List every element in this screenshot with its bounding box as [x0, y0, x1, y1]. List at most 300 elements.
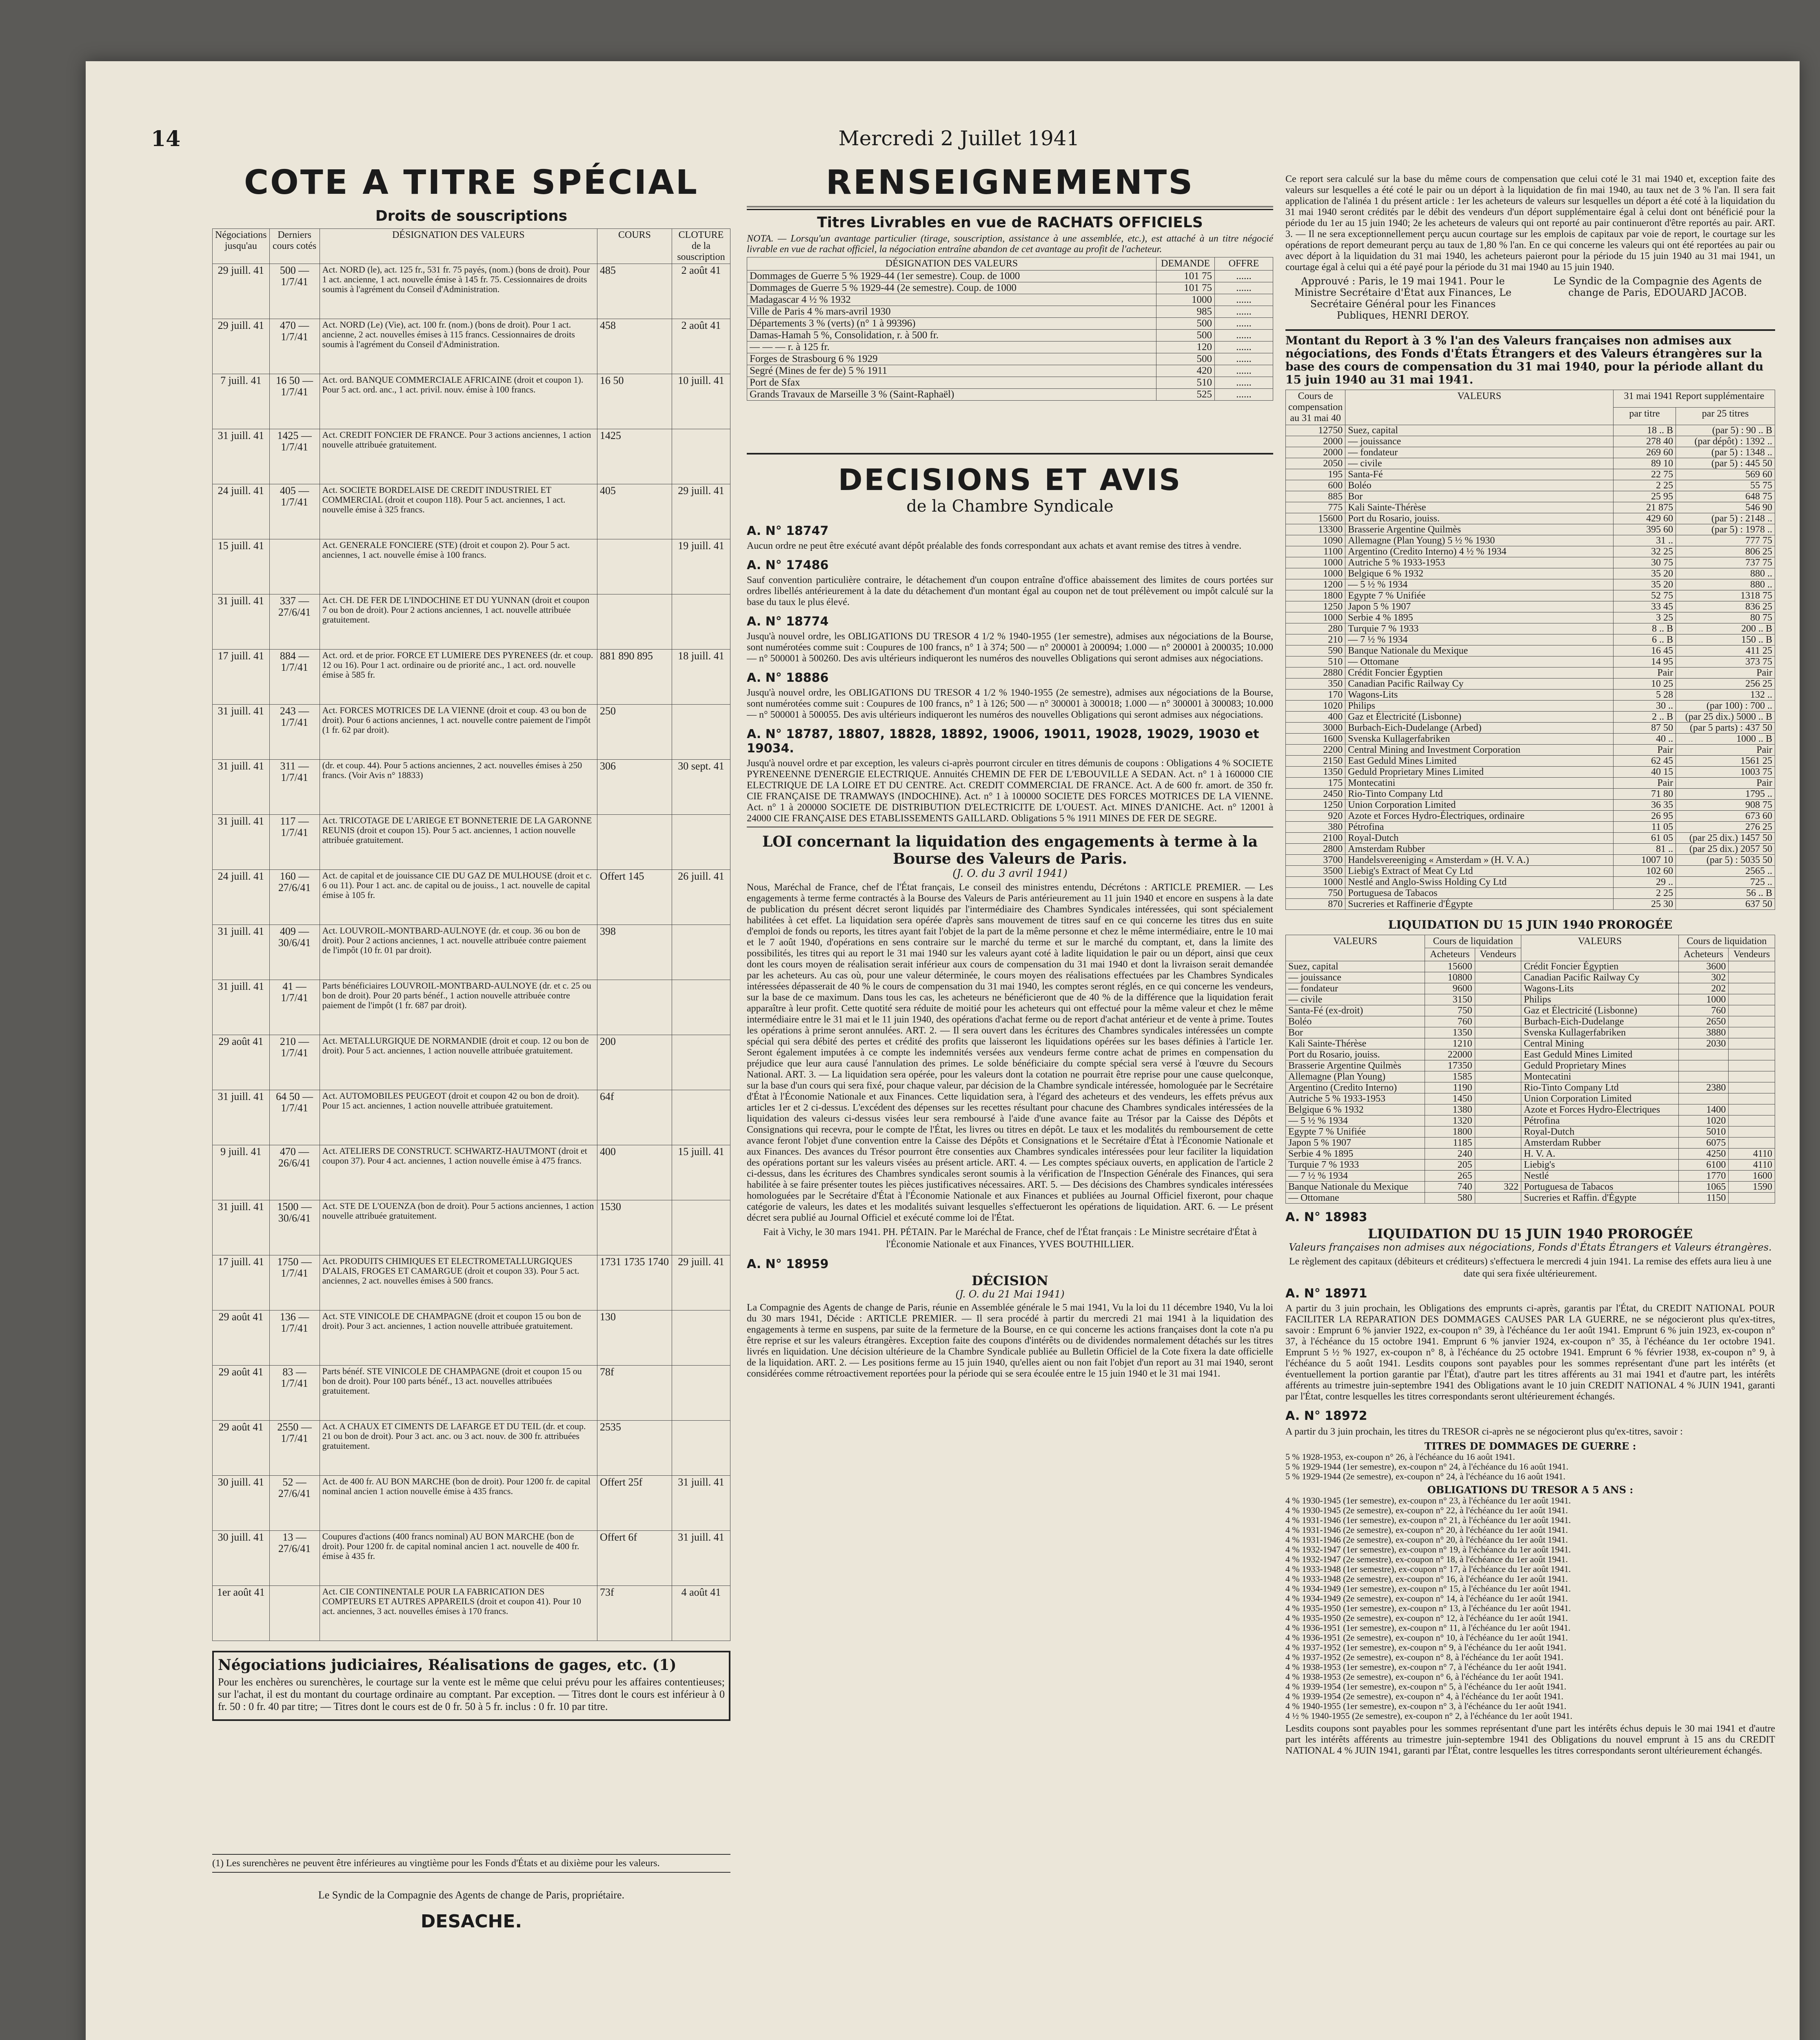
- liquidation-row: [1286, 1149, 1775, 1160]
- rachats-demande: 120: [1156, 341, 1215, 353]
- montant-row: [1286, 701, 1775, 712]
- liq-valeur: — Ottomane: [1286, 1193, 1425, 1204]
- liq-vendeurs: [1475, 1149, 1521, 1160]
- montant-par-25: (par 5) : 90 .. B: [1676, 425, 1775, 436]
- rachats-row: [747, 282, 1273, 294]
- rachats-offre: ......: [1215, 377, 1273, 389]
- montant-valeur: Burbach-Eich-Dudelange (Arbed): [1345, 723, 1614, 734]
- montant-par-titre: 40 ..: [1614, 734, 1676, 745]
- montant-valeur: Amsterdam Rubber: [1345, 844, 1614, 855]
- liq-valeur: East Geduld Mines Limited: [1521, 1049, 1678, 1060]
- montant-row: [1286, 612, 1775, 623]
- rachats-demande: 525: [1156, 389, 1215, 401]
- montant-row: [1286, 833, 1775, 844]
- cote-last: 83 — 1/7/41: [269, 1366, 320, 1421]
- cote-row: [213, 980, 730, 1035]
- cote-description: Act. ord. et de prior. FORCE ET LUMIERE DES PYRENEES (dr. et coup. 12 ou 16). Pour 1 act. ordinaire ou de priorité anc., 1 act. ord. nouvelle émise à 585 fr.: [320, 650, 597, 705]
- cote-date: 31 juill. 41: [213, 815, 270, 870]
- cote-row: [213, 484, 730, 539]
- liq-acheteurs: 1770: [1678, 1171, 1729, 1182]
- liq-vendeurs: [1475, 1104, 1521, 1115]
- liq-valeur: Pétrofina: [1521, 1115, 1678, 1126]
- liquidation-row: [1286, 1104, 1775, 1115]
- liq-acheteurs: 2650: [1678, 1016, 1729, 1027]
- montant-valeur: Handelsvereeniging « Amsterdam » (H. V. A.): [1345, 855, 1614, 866]
- montant-par-titre: 429 60: [1614, 513, 1676, 524]
- rachats-row: [747, 330, 1273, 341]
- liq-acheteurs: 5010: [1678, 1126, 1729, 1138]
- syndic-text: Le Syndic de la Compagnie des Agents de change de Paris, EDOUARD JACOB.: [1553, 275, 1762, 298]
- cote-row: [213, 1531, 730, 1586]
- report-text: Ce report sera calculé sur la base du même cours de compensation que celui coté le 31 mai 1940 et, exception faite des valeurs sur lesquelles a été coté le pair ou un déport à la liquidation de fin mai 1940, au taux net de 3 % l'an. Il sera fait application de l'alinéa 1 du présent article : 1er les acheteurs de valeurs sur lesquelles un déport a été coté à la liquidation du 31 mai 1940 seront crédités par le débit des vendeurs d'un déport supplémentaire égal à celui dont ont bénéficié pour la période du 1er au 15 juin 1940; 2e les acheteurs de valeurs qui ont reporté au pair continueront d'être reportés au pair. ART. 3. — Il ne sera exceptionnellement perçu aucun courtage sur les emplois de capitaux par voie de report, le courtage sur les opérations de report demeurant perçu au taux de 1,80 % l'an. En ce qui concerne les valeurs qui ont été reportées au pair ou avec déport à la liquidation du 31 mai 1940, les acheteurs paieront pour la période du 15 juin 1940 au 31 mai 1941, un courtage égal à celui qui a été payé pour la période du 31 mai 1940 au 15 juin 1940.: [1285, 174, 1775, 273]
- montant-cours: 2150: [1286, 756, 1345, 767]
- montant-par-titre: 6 .. B: [1614, 634, 1676, 645]
- liq-valeur: Brasserie Argentine Quilmès: [1286, 1060, 1425, 1071]
- montant-cours: 2000: [1286, 436, 1345, 447]
- montant-valeur: Sucreries et Raffinerie d'Égypte: [1345, 899, 1614, 910]
- cote-description: Act. METALLURGIQUE DE NORMANDIE (droit et coup. 12 ou bon de droit). Pour 5 act. anciennes, 1 action nouvelle attribuée gratuitement.: [320, 1035, 597, 1090]
- montant-cours: 870: [1286, 899, 1345, 910]
- cote-description: Act. TRICOTAGE DE L'ARIEGE ET BONNETERIE DE LA GARONNE REUNIS (droit et coupon 15). Pour 5 act. anciennes, 1 action nouvelle attribuée gratuitement.: [320, 815, 597, 870]
- montant-par-titre: 395 60: [1614, 524, 1676, 535]
- montant-par-titre: 18 .. B: [1614, 425, 1676, 436]
- liq-acheteurs: [1678, 1093, 1729, 1104]
- montant-valeur: — fondateur: [1345, 447, 1614, 458]
- text-18971: A partir du 3 juin prochain, les Obligations des emprunts ci-après, garantis par l'État, du CREDIT NATIONAL POUR FACILITER LA REPARATION DES DOMMAGES CAUSES PAR LA GUERRE, ne se négocieront plus qu'ex-titres, savoir : Emprunt 6 % janvier 1922, ex-coupon n° 39, à l'échéance du 1er août 1941. Emprunt 6 % juin 1923, ex-coupon n° 37, à l'échéance du 15 octobre 1941. Emprunt 6 % janvier 1924, ex-coupon n° 35, à l'échéance du 1er octobre 1941. Emprunt 5 ½ % 1927, ex-coupon n° 8, à l'échéance du 25 octobre 1941. Emprunt 6 % février 1938, ex-coupon n° 9, à l'échéance du 5 août 1941. Lesdits coupons sont payables pour les sommes représentant d'une part les intérêts (et éventuellement la portion garantie par l'État), d'autre part les titres afférents au 31 mai 1941 et d'autre part, les intérêts afférents au trimestre juin-septembre 1941 des Obligations avant le 10 juin CREDIT NATIONAL 4 % JUIN 1941, garanti par l'État, contre lesquelles les titres correspondants seront ultérieurement échangés.: [1285, 1303, 1775, 1402]
- montant-valeur: — jouissance: [1345, 436, 1614, 447]
- cote-description: Act. GENERALE FONCIERE (STE) (droit et coupon 2). Pour 5 act. anciennes, 1 act. nouvelle émise à 100 francs.: [320, 539, 597, 594]
- montant-par-25: 806 25: [1676, 546, 1775, 557]
- liq-acheteurs: [1678, 1060, 1729, 1071]
- liq-valeur: Svenska Kullagerfabriken: [1521, 1027, 1678, 1038]
- montant-cours: 170: [1286, 690, 1345, 701]
- montant-par-titre: 5 28: [1614, 690, 1676, 701]
- rachats-offre: ......: [1215, 365, 1273, 377]
- liq-acheteurs: 265: [1425, 1171, 1475, 1182]
- liq-valeur: H. V. A.: [1521, 1149, 1678, 1160]
- cote-row: [213, 705, 730, 760]
- cote-date: 29 août 41: [213, 1366, 270, 1421]
- liq-vendeurs: [1729, 1093, 1775, 1104]
- montant-cours: 1600: [1286, 734, 1345, 745]
- obligations-item: 4 % 1932-1947 (1er semestre), ex-coupon n° 19, à l'échéance du 1er août 1941.: [1285, 1544, 1571, 1554]
- cote-cours: [597, 594, 672, 650]
- liquidation-row: [1286, 1193, 1775, 1204]
- montant-row: [1286, 712, 1775, 723]
- montant-cours: 400: [1286, 712, 1345, 723]
- cote-description: Coupures d'actions (400 francs nominal) AU BON MARCHE (bon de droit). Pour 1200 fr. de capital nominal ancien 1 act. nouvelle de 400 fr. émise à 435 fr.: [320, 1531, 597, 1586]
- cote-cours: 1425: [597, 429, 672, 484]
- montant-valeur: Serbie 4 % 1895: [1345, 612, 1614, 623]
- liq-valeur: Gaz et Électricité (Lisbonne): [1521, 1005, 1678, 1016]
- liq-vendeurs: [1475, 1093, 1521, 1104]
- montant-cours: 1250: [1286, 601, 1345, 612]
- liq-vendeurs: [1475, 1115, 1521, 1126]
- liquidation-row: [1286, 1093, 1775, 1104]
- cote-header: Derniers cours cotés: [269, 229, 320, 264]
- obligations-item: 4 % 1931-1946 (2e semestre), ex-coupon n° 20, à l'échéance du 1er août 1941.: [1285, 1525, 1568, 1535]
- rachats-header: OFFRE: [1215, 257, 1273, 271]
- rachats-offre: ......: [1215, 389, 1273, 401]
- cote-description: Act. CH. DE FER DE L'INDOCHINE ET DU YUNNAN (droit et coupon 7 ou bon de droit). Pour 2 actions anciennes, 1 act. nouvelle attribuée gratuitement.: [320, 594, 597, 650]
- montant-cours: 2800: [1286, 844, 1345, 855]
- liq-vendeurs: [1475, 1049, 1521, 1060]
- liq-acheteurs: 6075: [1678, 1138, 1729, 1149]
- liq-acheteurs: 6100: [1678, 1160, 1729, 1171]
- montant-row: [1286, 866, 1775, 877]
- montant-valeur: Belgique 6 % 1932: [1345, 568, 1614, 579]
- cote-header: DÉSIGNATION DES VALEURS: [320, 229, 597, 264]
- liq-acheteurs: 1320: [1425, 1115, 1475, 1126]
- rachats-offre: ......: [1215, 318, 1273, 330]
- liq-vendeurs: [1475, 961, 1521, 972]
- cote-cours: [597, 539, 672, 594]
- liq-vendeurs: 322: [1475, 1182, 1521, 1193]
- montant-row: [1286, 557, 1775, 568]
- montant-row: [1286, 634, 1775, 645]
- liq-vendeurs: [1729, 1060, 1775, 1071]
- cote-description: Act. STE VINICOLE DE CHAMPAGNE (droit et coupon 15 ou bon de droit). Pour 3 act. anciennes, 1 action nouvelle attribuée gratuitement.: [320, 1310, 597, 1366]
- cote-last: 1500 — 30/6/41: [269, 1200, 320, 1255]
- montant-valeur: Egypte 7 % Unifiée: [1345, 590, 1614, 601]
- cote-cours: 398: [597, 925, 672, 980]
- avis-number: A. N° 17486: [747, 558, 829, 572]
- cote-description: Act. CIE CONTINENTALE POUR LA FABRICATION DES COMPTEURS ET AUTRES APPAREILS (droit et coupon 41). Pour 10 act. anciennes, 3 act. nouvelles émises à 170 francs.: [320, 1586, 597, 1641]
- cote-cours: 64f: [597, 1090, 672, 1145]
- montant-row: [1286, 436, 1775, 447]
- obligations-item: 4 % 1940-1955 (1er semestre), ex-coupon n° 3, à l'échéance du 1er août 1941.: [1285, 1701, 1567, 1711]
- liq-valeur: Port du Rosario, jouiss.: [1286, 1049, 1425, 1060]
- cote-description: Act. STE DE L'OUENZA (bon de droit). Pour 5 actions anciennes, 1 action nouvelle attribuée gratuitement.: [320, 1200, 597, 1255]
- obligations-item: 4 % 1930-1945 (1er semestre), ex-coupon n° 23, à l'échéance du 1er août 1941.: [1285, 1495, 1571, 1506]
- liq-acheteurs: 2030: [1678, 1038, 1729, 1049]
- cote-description: Act. SOCIETE BORDELAISE DE CREDIT INDUSTRIEL ET COMMERCIAL (droit et coupon 118). Pour 5 act. anciennes, 1 act. nouvelle émise à 325 francs.: [320, 484, 597, 539]
- liquidation-row: [1286, 983, 1775, 994]
- cote-date: 31 juill. 41: [213, 980, 270, 1035]
- loi-signature: Fait à Vichy, le 30 mars 1941. PH. PÉTAIN. Par le Maréchal de France, chef de l'État français : Le Ministre secrétaire d'État à l'Économie Nationale et aux Finances, YVES BOUTHILLIER.: [763, 1227, 1257, 1250]
- montant-row: [1286, 723, 1775, 734]
- montant-par-titre: 52 75: [1614, 590, 1676, 601]
- cote-last: 500 — 1/7/41: [269, 264, 320, 319]
- montant-row: [1286, 491, 1775, 502]
- avis-text: Sauf convention particulière contraire, le détachement d'un coupon entraîne d'office abaissement des limites de cours portées sur ordres libellés antérieurement à la date du détachement d'un montant égal au coupon net de tout prélèvement ou impôt calculé sur la base du taux le plus élevé.: [747, 575, 1273, 608]
- montant-par-25: (par 25 dix.) 2057 50: [1676, 844, 1775, 855]
- montant-par-25: (par 25 dix.) 1457 50: [1676, 833, 1775, 844]
- montant-valeur: Argentino (Credito Interno) 4 ½ % 1934: [1345, 546, 1614, 557]
- montant-valeur: Banque Nationale du Mexique: [1345, 645, 1614, 656]
- cote-title: COTE A TITRE SPÉCIAL: [244, 163, 699, 202]
- liq-vendeurs: [1475, 1005, 1521, 1016]
- montant-cours: 3500: [1286, 866, 1345, 877]
- liq-acheteurs: 750: [1425, 1005, 1475, 1016]
- liq-vendeurs: [1729, 1115, 1775, 1126]
- montant-valeur: Montecatini: [1345, 778, 1614, 789]
- liquidation-row: [1286, 1049, 1775, 1060]
- liq2-text: Le règlement des capitaux (débiteurs et créditeurs) s'effectuera le mercredi 4 juin 1941. La remise des effets aura lieu à une date qui sera fixée ultérieurement.: [1289, 1256, 1772, 1279]
- cote-date: 17 juill. 41: [213, 1255, 270, 1310]
- rachats-demande: 500: [1156, 353, 1215, 365]
- cote-cours: 306: [597, 760, 672, 815]
- montant-par-titre: 3 25: [1614, 612, 1676, 623]
- liq-acheteurs: 580: [1425, 1193, 1475, 1204]
- cote-row: [213, 374, 730, 429]
- montant-valeur: Svenska Kullagerfabriken: [1345, 734, 1614, 745]
- montant-valeur: Central Mining and Investment Corporation: [1345, 745, 1614, 756]
- rachats-offre: ......: [1215, 282, 1273, 294]
- montant-par-25: 777 75: [1676, 535, 1775, 546]
- liquidation-row: [1286, 1060, 1775, 1071]
- cote-date: 31 juill. 41: [213, 1090, 270, 1145]
- montant-par-titre: 89 10: [1614, 458, 1676, 469]
- montant-par-25: 80 75: [1676, 612, 1775, 623]
- avis-number: A. N° 18886: [747, 671, 829, 685]
- liq-vendeurs: [1729, 1104, 1775, 1115]
- rachats-name: Forges de Strasbourg 6 % 1929: [747, 353, 1156, 365]
- montant-cours: 1090: [1286, 535, 1345, 546]
- montant-row: [1286, 579, 1775, 590]
- obligations-list: [1285, 1496, 1775, 1721]
- cote-last: 52 — 27/6/41: [269, 1476, 320, 1531]
- cote-last: 136 — 1/7/41: [269, 1310, 320, 1366]
- negociations-box: [212, 1651, 730, 1721]
- montant-valeur: Azote et Forces Hydro-Électriques, ordinaire: [1345, 811, 1614, 822]
- montant-valeur: Gaz et Électricité (Lisbonne): [1345, 712, 1614, 723]
- liq-acheteurs: 1450: [1425, 1093, 1475, 1104]
- montant-cours: 1250: [1286, 800, 1345, 811]
- cote-cloture: 19 juill. 41: [672, 539, 730, 594]
- montant-par-titre: 35 20: [1614, 568, 1676, 579]
- liquidation-row: [1286, 1082, 1775, 1093]
- obligations-item: 4 % 1935-1950 (2e semestre), ex-coupon n° 12, à l'échéance du 1er août 1941.: [1285, 1613, 1568, 1623]
- cote-cloture: [672, 705, 730, 760]
- montant-valeur: Portuguesa de Tabacos: [1345, 888, 1614, 899]
- montant-cours: 210: [1286, 634, 1345, 645]
- cote-cloture: 29 juill. 41: [672, 1255, 730, 1310]
- montant-par-titre: 2 .. B: [1614, 712, 1676, 723]
- liq-valeur: Turquie 7 % 1933: [1286, 1160, 1425, 1171]
- montant-par-titre: 2 25: [1614, 480, 1676, 491]
- liquidation-row: [1286, 994, 1775, 1005]
- rachats-offre: ......: [1215, 306, 1273, 318]
- liquidation-row: [1286, 1138, 1775, 1149]
- montant-cours: 750: [1286, 888, 1345, 899]
- liq-valeur: Suez, capital: [1286, 961, 1425, 972]
- cote-description: Act. NORD (Le) (Vie), act. 100 fr. (nom.) (bons de droit). Pour 1 act. ancienne, 2 act. nouvelles émises à 115 francs. Cessionnaires de droits soumis à l'agrément du Conseil d'Administration.: [320, 319, 597, 374]
- montant-cours: 1800: [1286, 590, 1345, 601]
- cote-cloture: 18 juill. 41: [672, 650, 730, 705]
- montant-cours: 1100: [1286, 546, 1345, 557]
- liq-vendeurs: [1475, 1160, 1521, 1171]
- rachats-table: [747, 257, 1273, 401]
- liq-vendeurs: [1729, 1138, 1775, 1149]
- cote-row: [213, 1090, 730, 1145]
- montant-par-25: 56 .. B: [1676, 888, 1775, 899]
- liq-valeur: Banque Nationale du Mexique: [1286, 1182, 1425, 1193]
- liq-acheteurs: 760: [1425, 1016, 1475, 1027]
- footnote: (1) Les surenchères ne peuvent être inférieures au vingtième pour les Fonds d'États et au dixième pour les valeurs.: [212, 1858, 660, 1869]
- liq-vendeurs: [1475, 1038, 1521, 1049]
- liq-vendeurs: [1475, 1060, 1521, 1071]
- montant-row: [1286, 822, 1775, 833]
- montant-valeur: Pétrofina: [1345, 822, 1614, 833]
- montant-par-25: (par dépôt) : 1392 ..: [1676, 436, 1775, 447]
- liq2-title: LIQUIDATION DU 15 JUIN 1940 PROROGÉE: [1367, 1226, 1693, 1242]
- cote-cours: 1731 1735 1740: [597, 1255, 672, 1310]
- montant-valeur: Santa-Fé: [1345, 469, 1614, 480]
- cote-date: 30 juill. 41: [213, 1476, 270, 1531]
- montant-valeur: — 5 ½ % 1934: [1345, 579, 1614, 590]
- liq-valeur: Santa-Fé (ex-droit): [1286, 1005, 1425, 1016]
- obligations-item: 4 % 1934-1949 (2e semestre), ex-coupon n° 14, à l'échéance du 1er août 1941.: [1285, 1593, 1568, 1603]
- cote-cloture: [672, 815, 730, 870]
- liq-valeur: Philips: [1521, 994, 1678, 1005]
- montant-row: [1286, 546, 1775, 557]
- liq-valeur: Autriche 5 % 1933-1953: [1286, 1093, 1425, 1104]
- rachats-row: [747, 365, 1273, 377]
- liq-vendeurs: [1475, 1071, 1521, 1082]
- liq-valeur: Japon 5 % 1907: [1286, 1138, 1425, 1149]
- cote-date: 31 juill. 41: [213, 594, 270, 650]
- montant-par-titre: 278 40: [1614, 436, 1676, 447]
- cote-date: 31 juill. 41: [213, 705, 270, 760]
- montant-par-25: (par 5) : 1348 ..: [1676, 447, 1775, 458]
- montant-cours: 2050: [1286, 458, 1345, 469]
- cote-description: Act. NORD (le), act. 125 fr., 531 fr. 75 payés, (nom.) (bons de droit). Pour 1 act. ancienne, 1 act. nouvelle émise à 145 fr. 75. Cessionnaires de droits soumis à l'agrément du Conseil d'Administration.: [320, 264, 597, 319]
- montant-par-25: 880 ..: [1676, 568, 1775, 579]
- liq-vendeurs: 1590: [1729, 1182, 1775, 1193]
- cote-description: Act. FORCES MOTRICES DE LA VIENNE (droit et coup. 43 ou bon de droit). Pour 6 actions anciennes, 1 act. nouvelle contre paiement de l'impôt (1 fr. 62 par droit).: [320, 705, 597, 760]
- montant-valeur: Geduld Proprietary Mines Limited: [1345, 767, 1614, 778]
- cote-cloture: 31 juill. 41: [672, 1476, 730, 1531]
- cote-header: CLOTURE de la souscription: [672, 229, 730, 264]
- montant-par-titre: 35 20: [1614, 579, 1676, 590]
- liq-acheteurs: 1210: [1425, 1038, 1475, 1049]
- rachats-offre: ......: [1215, 330, 1273, 341]
- montant-valeur: Rio-Tinto Company Ltd: [1345, 789, 1614, 800]
- avis-number: A. N° 18774: [747, 614, 829, 629]
- liq-valeur: Allemagne (Plan Young): [1286, 1071, 1425, 1082]
- cote-description: Act. LOUVROIL-MONTBARD-AULNOYE (dr. et coup. 36 ou bon de droit). Pour 2 actions anciennes, 1 act. nouvelle attribuée contre paiement de l'impôt (10 fr. 01 par droit).: [320, 925, 597, 980]
- montant-row: [1286, 480, 1775, 491]
- montant-valeur: Turquie 7 % 1933: [1345, 623, 1614, 634]
- cote-last: 243 — 1/7/41: [269, 705, 320, 760]
- montant-valeur: Allemagne (Plan Young) 5 ½ % 1930: [1345, 535, 1614, 546]
- avis-number: A. N° 18747: [747, 524, 829, 538]
- montant-valeur: Port du Rosario, jouiss.: [1345, 513, 1614, 524]
- rachats-demande: 500: [1156, 318, 1215, 330]
- cote-last: 210 — 1/7/41: [269, 1035, 320, 1090]
- liq-vendeurs: [1475, 1016, 1521, 1027]
- montant-row: [1286, 679, 1775, 690]
- rachats-name: Dommages de Guerre 5 % 1929-44 (2e semestre). Coup. de 1000: [747, 282, 1156, 294]
- liq-vendeurs: [1475, 1171, 1521, 1182]
- montant-cours: 1000: [1286, 612, 1345, 623]
- montant-par-titre: 31 ..: [1614, 535, 1676, 546]
- liq-acheteurs: 240: [1425, 1149, 1475, 1160]
- liq-vendeurs: [1475, 1027, 1521, 1038]
- liq-vendeurs: [1729, 1193, 1775, 1204]
- liq-acheteurs: [1678, 1049, 1729, 1060]
- cote-last: 337 — 27/6/41: [269, 594, 320, 650]
- montant-row: [1286, 734, 1775, 745]
- montant-cours: 2000: [1286, 447, 1345, 458]
- renseignements-title: RENSEIGNEMENTS: [826, 163, 1194, 202]
- montant-par-25: 200 .. B: [1676, 623, 1775, 634]
- liq-valeur: Montecatini: [1521, 1071, 1678, 1082]
- cote-cloture: [672, 429, 730, 484]
- montant-row: [1286, 800, 1775, 811]
- montant-valeur: Brasserie Argentine Quilmès: [1345, 524, 1614, 535]
- montant-par-25: 648 75: [1676, 491, 1775, 502]
- montant-cours: 380: [1286, 822, 1345, 833]
- montant-par-25: 1003 75: [1676, 767, 1775, 778]
- liq-valeur: Canadian Pacific Railway Cy: [1521, 972, 1678, 983]
- montant-cours: 15600: [1286, 513, 1345, 524]
- obligations-item: 4 % 1933-1948 (2e semestre), ex-coupon n° 16, à l'échéance du 1er août 1941.: [1285, 1574, 1568, 1584]
- cote-date: 9 juill. 41: [213, 1145, 270, 1200]
- montant-row: [1286, 656, 1775, 667]
- avis-text: Aucun ordre ne peut être exécuté avant dépôt préalable des fonds correspondant aux achats et avant remise des titres à vendre.: [747, 541, 1242, 551]
- liq-vendeurs: [1475, 1126, 1521, 1138]
- montant-par-25: 55 75: [1676, 480, 1775, 491]
- montant-valeur: Suez, capital: [1345, 425, 1614, 436]
- liquidation-row: [1286, 961, 1775, 972]
- dommages-item: 5 % 1929-1944 (1er semestre), ex-coupon n° 24, à l'échéance du 16 août 1941.: [1285, 1461, 1569, 1472]
- montant-valeur: East Geduld Mines Limited: [1345, 756, 1614, 767]
- cote-date: 31 juill. 41: [213, 1200, 270, 1255]
- decision-text: La Compagnie des Agents de change de Paris, réunie en Assemblée générale le 5 mai 1941, Vu la loi du 11 décembre 1940, Vu la loi du 30 mars 1941, Décide : ARTICLE PREMIER. — Il sera procédé à partir du mercredi 21 mai 1941 à la liquidation des engagements à terme en suspens, par suite de la fermeture de la Bourse, en ce qui concerne les actions françaises dont la cote n'a pu être reprise et sur les valeurs étrangères. Exception faite des coupons d'intérêts ou de dividendes normalement détachés sur les titres livrés en liquidation. Une décision ultérieure de la Chambre Syndicale publiée au Bulletin Officiel de la Cote fixera la date officielle de la liquidation. ART. 2. — Les positions ferme au 15 juin 1940, qu'elles aient ou non fait l'objet d'un report au 31 mai 1940, seront considérées comme rétroactivement reportées pour la période qui se sera écoulée entre le 15 juin 1940 et le 31 mai 1941.: [747, 1302, 1273, 1379]
- montant-par-titre: 29 ..: [1614, 877, 1676, 888]
- montant-cours: 2100: [1286, 833, 1345, 844]
- obligations-item: 4 % 1931-1946 (1er semestre), ex-coupon n° 21, à l'échéance du 1er août 1941.: [1285, 1515, 1571, 1525]
- cote-cours: 458: [597, 319, 672, 374]
- montant-cours: 1200: [1286, 579, 1345, 590]
- liq-acheteurs: 1150: [1678, 1193, 1729, 1204]
- montant-row: [1286, 756, 1775, 767]
- liq-acheteurs: 740: [1425, 1182, 1475, 1193]
- montant-par-titre: 61 05: [1614, 833, 1676, 844]
- montant-par-25: (par 5 parts) : 437 50: [1676, 723, 1775, 734]
- liq-valeur: Geduld Proprietary Mines: [1521, 1060, 1678, 1071]
- cote-cours: Offert 145: [597, 870, 672, 925]
- liq-valeur: Amsterdam Rubber: [1521, 1138, 1678, 1149]
- montant-row: [1286, 690, 1775, 701]
- montant-par-25: 2565 ..: [1676, 866, 1775, 877]
- avis-list: [747, 524, 1273, 824]
- liq-valeur: Boléo: [1286, 1016, 1425, 1027]
- cote-date: 30 juill. 41: [213, 1531, 270, 1586]
- rachats-row: [747, 377, 1273, 389]
- liq-acheteurs: 22000: [1425, 1049, 1475, 1060]
- cote-cloture: [672, 1090, 730, 1145]
- montant-cours: 775: [1286, 502, 1345, 513]
- liq-valeur: Nestlé: [1521, 1171, 1678, 1182]
- obligations-item: 4 % 1937-1952 (2e semestre), ex-coupon n° 8, à l'échéance du 1er août 1941.: [1285, 1652, 1564, 1662]
- liq-vendeurs: [1729, 1126, 1775, 1138]
- liq-valeur: — 7 ½ % 1934: [1286, 1171, 1425, 1182]
- liq-vendeurs: [1729, 972, 1775, 983]
- obligations-item: 4 % 1936-1951 (1er semestre), ex-coupon n° 11, à l'échéance du 1er août 1941.: [1285, 1623, 1571, 1633]
- liq-acheteurs: 9600: [1425, 983, 1475, 994]
- montant-par-25: 569 60: [1676, 469, 1775, 480]
- cote-last: 1425 — 1/7/41: [269, 429, 320, 484]
- montant-row: [1286, 855, 1775, 866]
- cote-date: 31 juill. 41: [213, 925, 270, 980]
- montant-par-titre: 10 25: [1614, 679, 1676, 690]
- cote-cloture: [672, 1035, 730, 1090]
- montant-par-25: (par 5) : 445 50: [1676, 458, 1775, 469]
- cote-cloture: [672, 1421, 730, 1476]
